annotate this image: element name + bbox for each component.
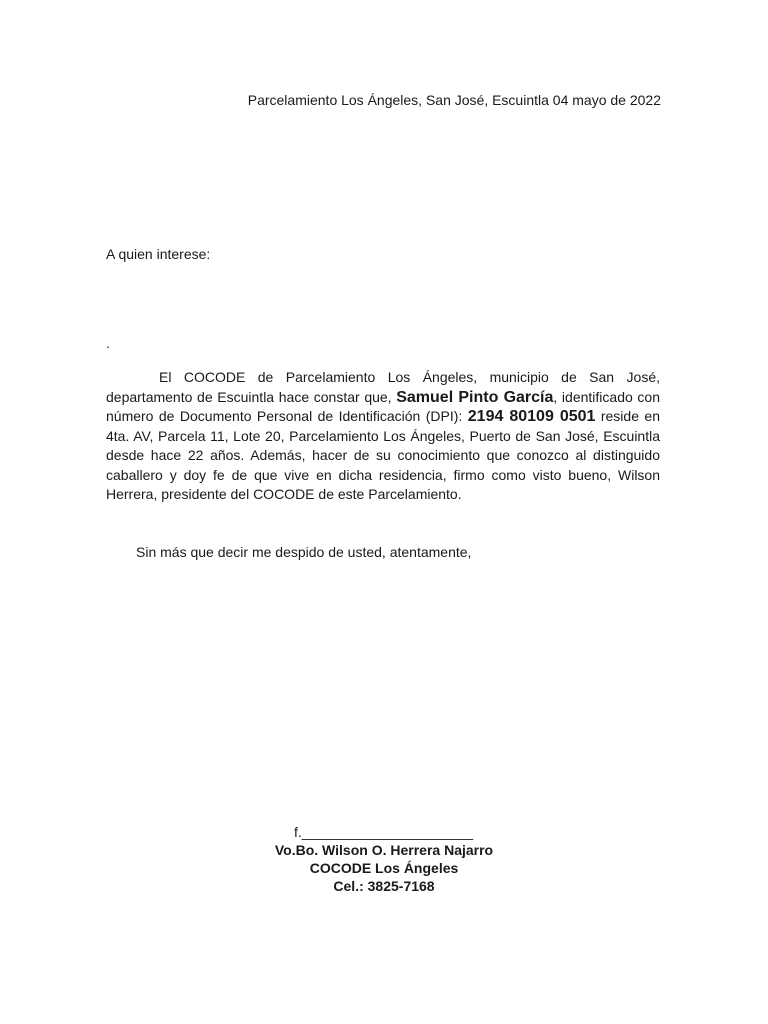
separator-dot: .: [106, 335, 110, 351]
closing-line: Sin más que decir me despido de usted, atentamente,: [136, 544, 472, 560]
signer-phone: Cel.: 3825-7168: [333, 878, 435, 894]
signature-line: f.______________________: [293, 824, 474, 840]
signer-organization: COCODE Los Ángeles: [309, 860, 459, 876]
signature-block: [0, 823, 768, 895]
person-name: Samuel Pinto García: [396, 388, 554, 406]
body-text-part1: El COCODE de Parcelamiento Los Ángeles, municipio de San José, departamento de Escuintla hace constar que,: [106, 369, 660, 405]
greeting: A quien interese:: [106, 246, 211, 262]
letter-body: [106, 368, 660, 505]
place-and-date: Parcelamiento Los Ángeles, San José, Escuintla 04 mayo de 2022: [247, 92, 661, 108]
signer-name: Vo.Bo. Wilson O. Herrera Najarro: [274, 842, 494, 858]
body-text-part2: , identificado con número de Documento Personal de Identificación (DPI):: [106, 388, 660, 424]
dpi-number: 2194 80109 0501: [467, 408, 596, 425]
body-text-part3: reside en 4ta. AV, Parcela 11, Lote 20, Parcelamiento Los Ángeles, Puerto de San José, Escuintla desde hace 22 años. Además, hacer de su conocimiento que conozco al distinguido caballero y doy fe de que vive en dicha residencia, firmo como visto bueno, Wilson Herrera, presidente del COCODE de este Parcelamiento.: [106, 408, 660, 502]
